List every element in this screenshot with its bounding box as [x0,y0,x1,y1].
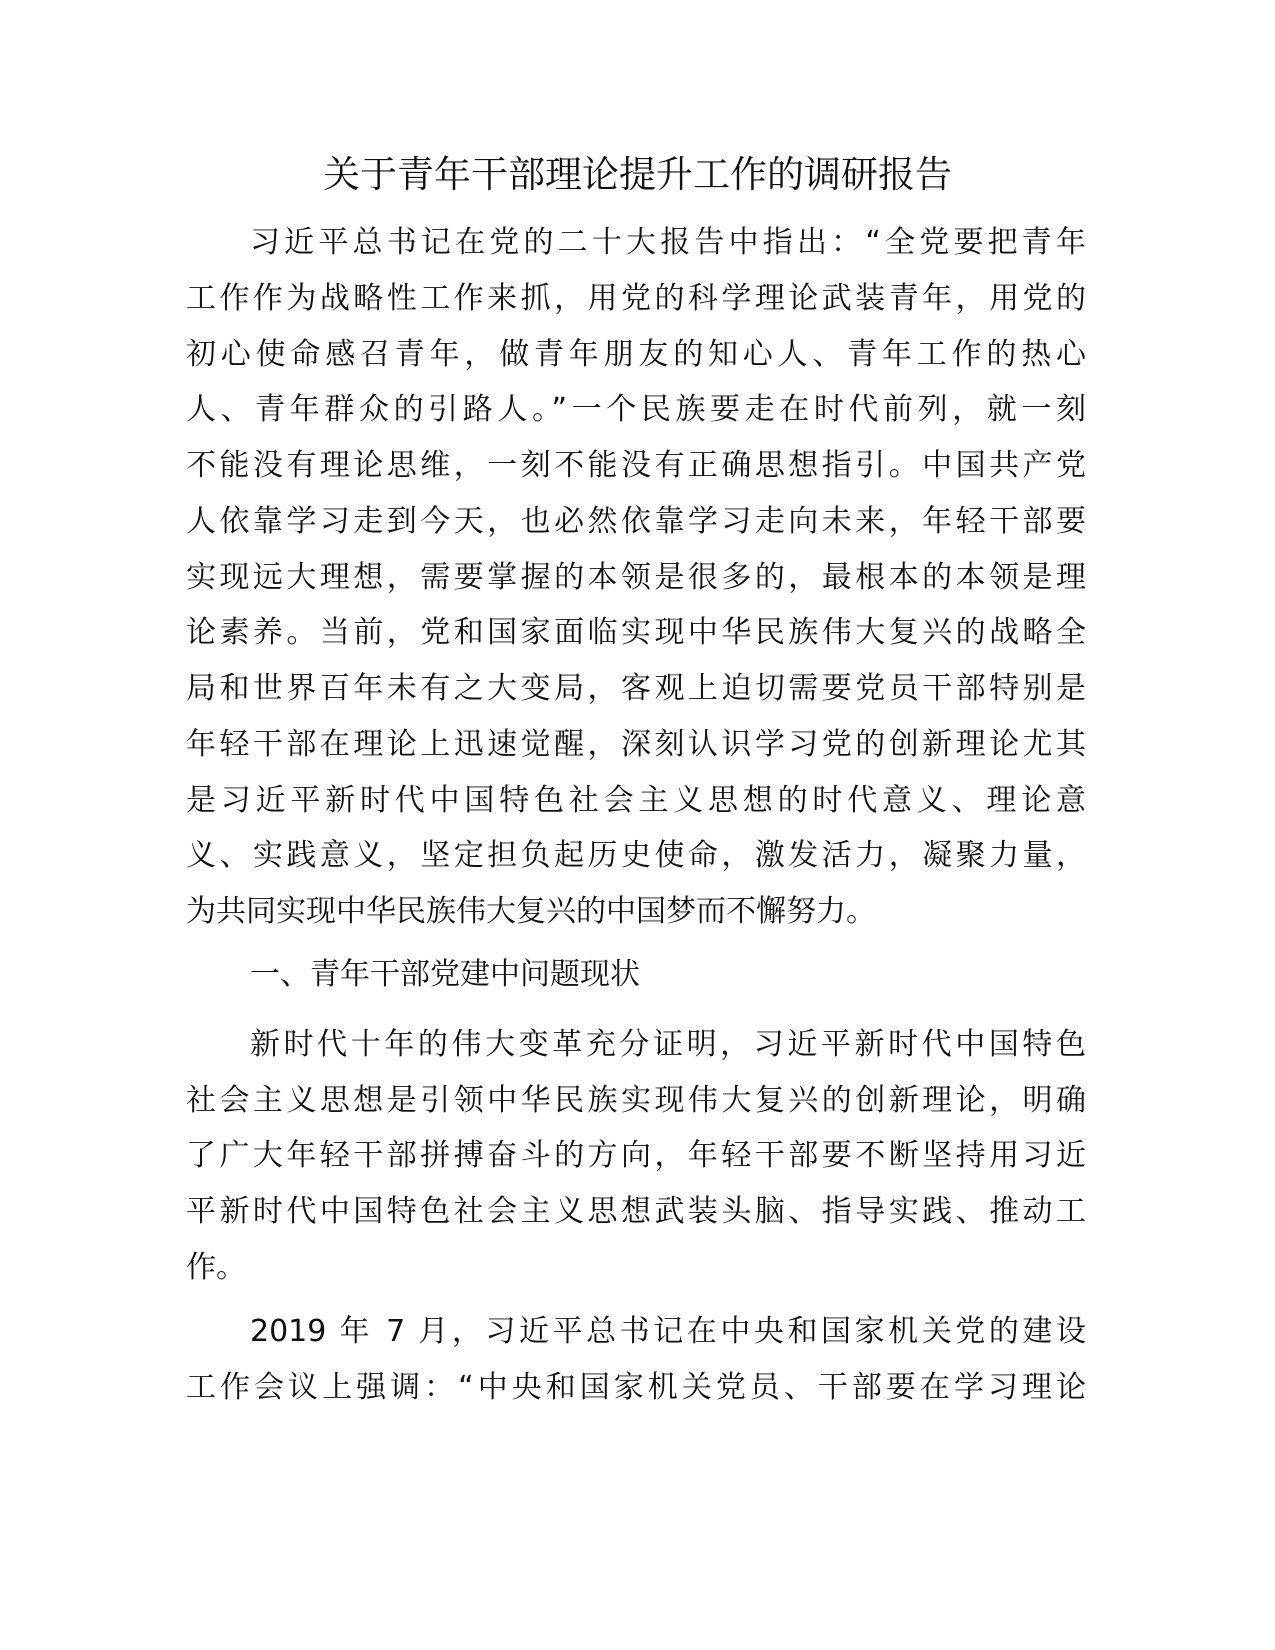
paragraph-line: 工作作为战略性工作来抓，用党的科学理论武装青年，用党的 [186,281,1086,316]
paragraph-line: 社会主义思想是引领中华民族实现伟大复兴的创新理论，明确 [186,1083,1086,1118]
paragraph-line: 2019 年 7 月，习近平总书记在中央和国家机关党的建设 [250,1314,1086,1349]
paragraph-line: 作。 [186,1250,246,1285]
paragraph-line: 义、实践意义，坚定担负起历史使命，激发活力，凝聚力量， [186,838,1086,873]
paragraph-line: 平新时代中国特色社会主义思想武装头脑、指导实践、推动工 [186,1194,1086,1229]
paragraph-line: 工作会议上强调：“中央和国家机关党员、干部要在学习理论 [186,1370,1086,1405]
paragraph-line: 实现远大理想，需要掌握的本领是很多的，最根本的本领是理 [186,560,1086,595]
paragraph-line: 人依靠学习走到今天，也必然依靠学习走向未来，年轻干部要 [186,504,1086,539]
paragraph-line: 为共同实现中华民族伟大复兴的中国梦而不懈努力。 [186,894,876,929]
paragraph-line: 习近平总书记在党的二十大报告中指出：“全党要把青年 [250,225,1086,260]
paragraph-line: 局和世界百年未有之大变局，客观上迫切需要党员干部特别是 [186,671,1086,706]
paragraph-line: 不能没有理论思维，一刻不能没有正确思想指引。中国共产党 [186,448,1086,483]
paragraph-line: 人、青年群众的引路人。”一个民族要走在时代前列，就一刻 [186,392,1086,427]
paragraph-line: 初心使命感召青年，做青年朋友的知心人、青年工作的热心 [186,337,1086,372]
paragraph-line: 新时代十年的伟大变革充分证明，习近平新时代中国特色 [250,1027,1086,1062]
paragraph-line: 论素养。当前，党和国家面临实现中华民族伟大复兴的战略全 [186,615,1086,650]
document-title: 关于青年干部理论提升工作的调研报告 [323,153,952,196]
section-heading: 一、青年干部党建中问题现状 [250,957,640,992]
paragraph-line: 年轻干部在理论上迅速觉醒，深刻认识学习党的创新理论尤其 [186,727,1086,762]
paragraph-line: 了广大年轻干部拼搏奋斗的方向，年轻干部要不断坚持用习近 [186,1138,1086,1173]
paragraph-line: 是习近平新时代中国特色社会主义思想的时代意义、理论意 [186,783,1086,818]
